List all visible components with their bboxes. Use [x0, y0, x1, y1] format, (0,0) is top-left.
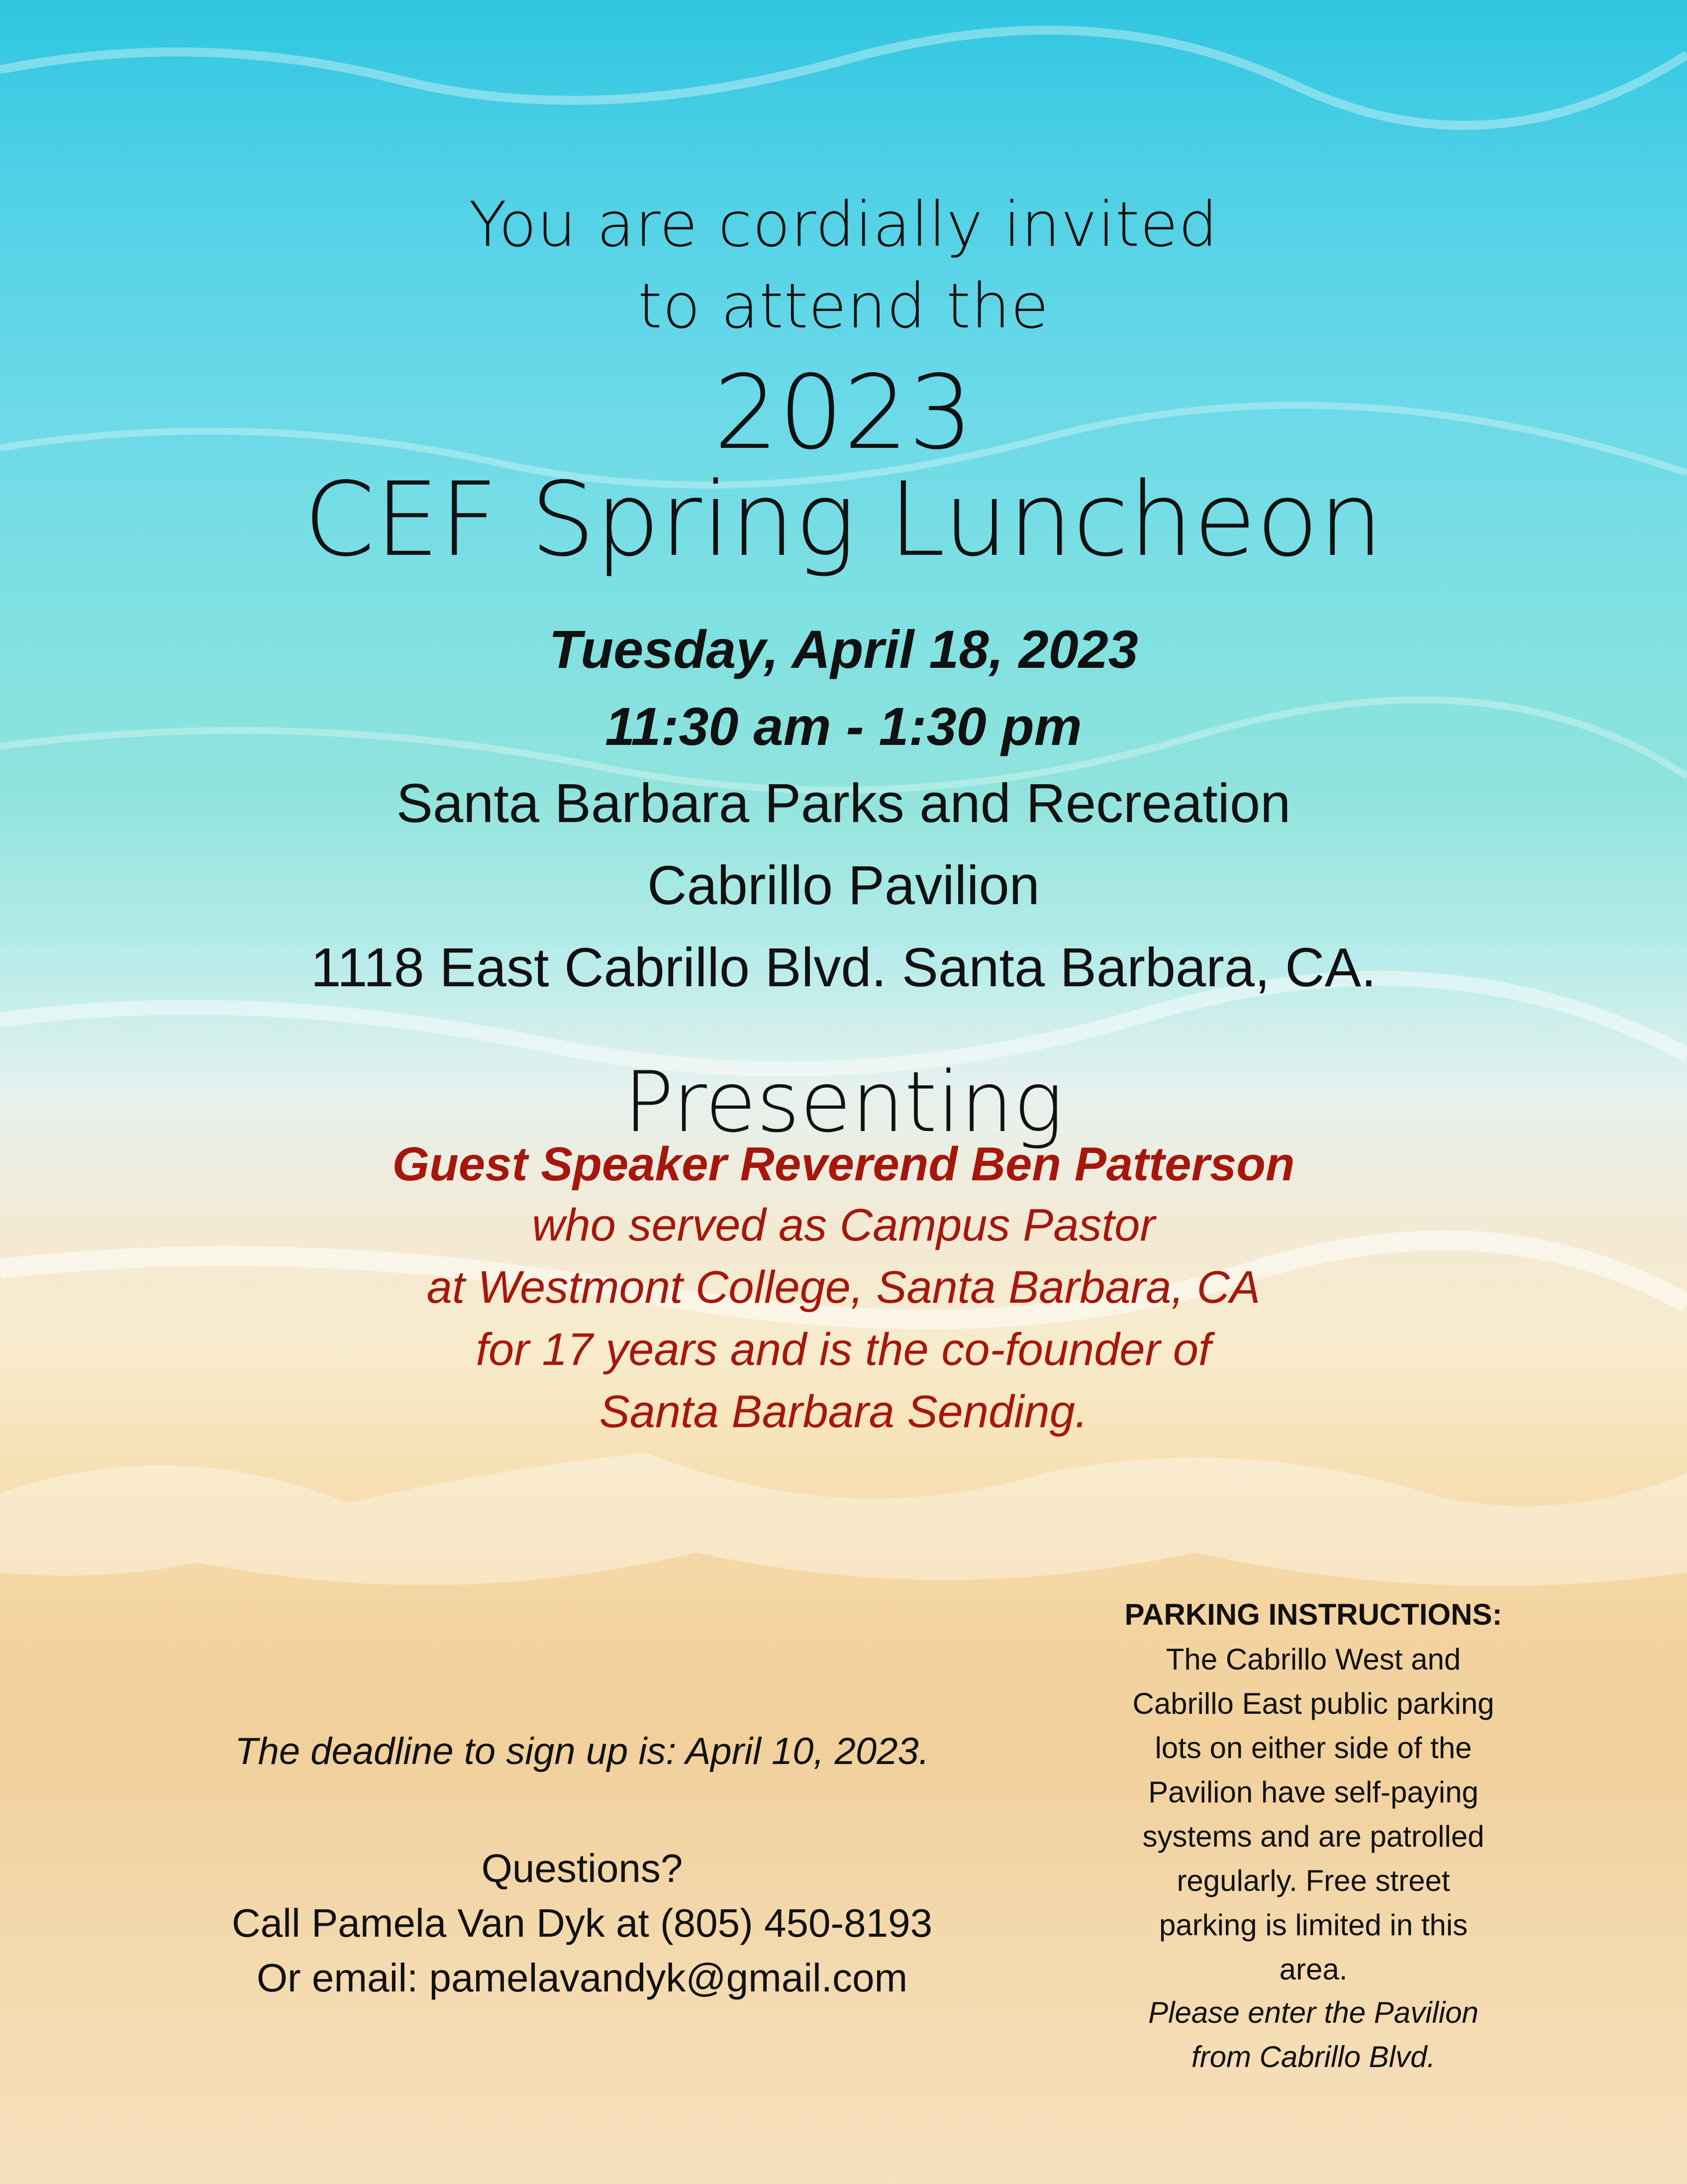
invite-line-1: You are cordially invited [469, 189, 1218, 261]
parking-entrance-note [1085, 1990, 1542, 2079]
presenting-heading: Presenting [623, 1053, 1064, 1151]
speaker-bio-line: for 17 years and is the co-founder of [476, 1324, 1211, 1375]
event-title: CEF Spring Luncheon [303, 461, 1384, 579]
contact-phone: Call Pamela Van Dyk at (805) 450-8193 [231, 1901, 933, 1945]
parking-line: Pavilion have self-paying [1148, 1775, 1479, 1809]
invite-line-2: to attend the [638, 271, 1049, 342]
parking-line: The Cabrillo West and [1166, 1643, 1461, 1676]
parking-note-line: Please enter the Pavilion [1148, 1996, 1479, 2029]
parking-line: parking is limited in this [1159, 1908, 1468, 1942]
contact-info [149, 1841, 1015, 2005]
parking-line: systems and are patrolled [1142, 1820, 1485, 1853]
parking-line: regularly. Free street [1177, 1864, 1450, 1897]
speaker-bio [0, 1194, 1687, 1443]
speaker-bio-line: Santa Barbara Sending. [599, 1386, 1088, 1437]
parking-instructions [1085, 1637, 1542, 1991]
venue-building: Cabrillo Pavilion [647, 855, 1040, 916]
questions-label: Questions? [481, 1846, 683, 1890]
signup-deadline: The deadline to sign up is: April 10, 2023. [235, 1730, 929, 1772]
speaker-bio-line: who served as Campus Pastor [532, 1200, 1155, 1250]
parking-line: Cabrillo East public parking [1132, 1687, 1494, 1720]
venue-address: 1118 East Cabrillo Blvd. Santa Barbara, CA. [310, 937, 1377, 998]
invitation-intro [0, 184, 1687, 347]
venue-name: Santa Barbara Parks and Recreation [396, 773, 1291, 834]
parking-line: area. [1279, 1953, 1348, 1986]
event-date: Tuesday, April 18, 2023 [549, 619, 1138, 679]
guest-speaker: Guest Speaker Reverend Ben Patterson [392, 1138, 1295, 1191]
parking-line: lots on either side of the [1155, 1731, 1472, 1765]
parking-heading: PARKING INSTRUCTIONS: [1124, 1598, 1502, 1631]
speaker-bio-line: at Westmont College, Santa Barbara, CA [426, 1262, 1261, 1313]
event-time: 11:30 am - 1:30 pm [605, 696, 1082, 756]
event-year: 2023 [713, 354, 974, 472]
parking-note-line: from Cabrillo Blvd. [1191, 2040, 1436, 2074]
contact-email: Or email: pamelavandyk@gmail.com [256, 1956, 908, 2000]
